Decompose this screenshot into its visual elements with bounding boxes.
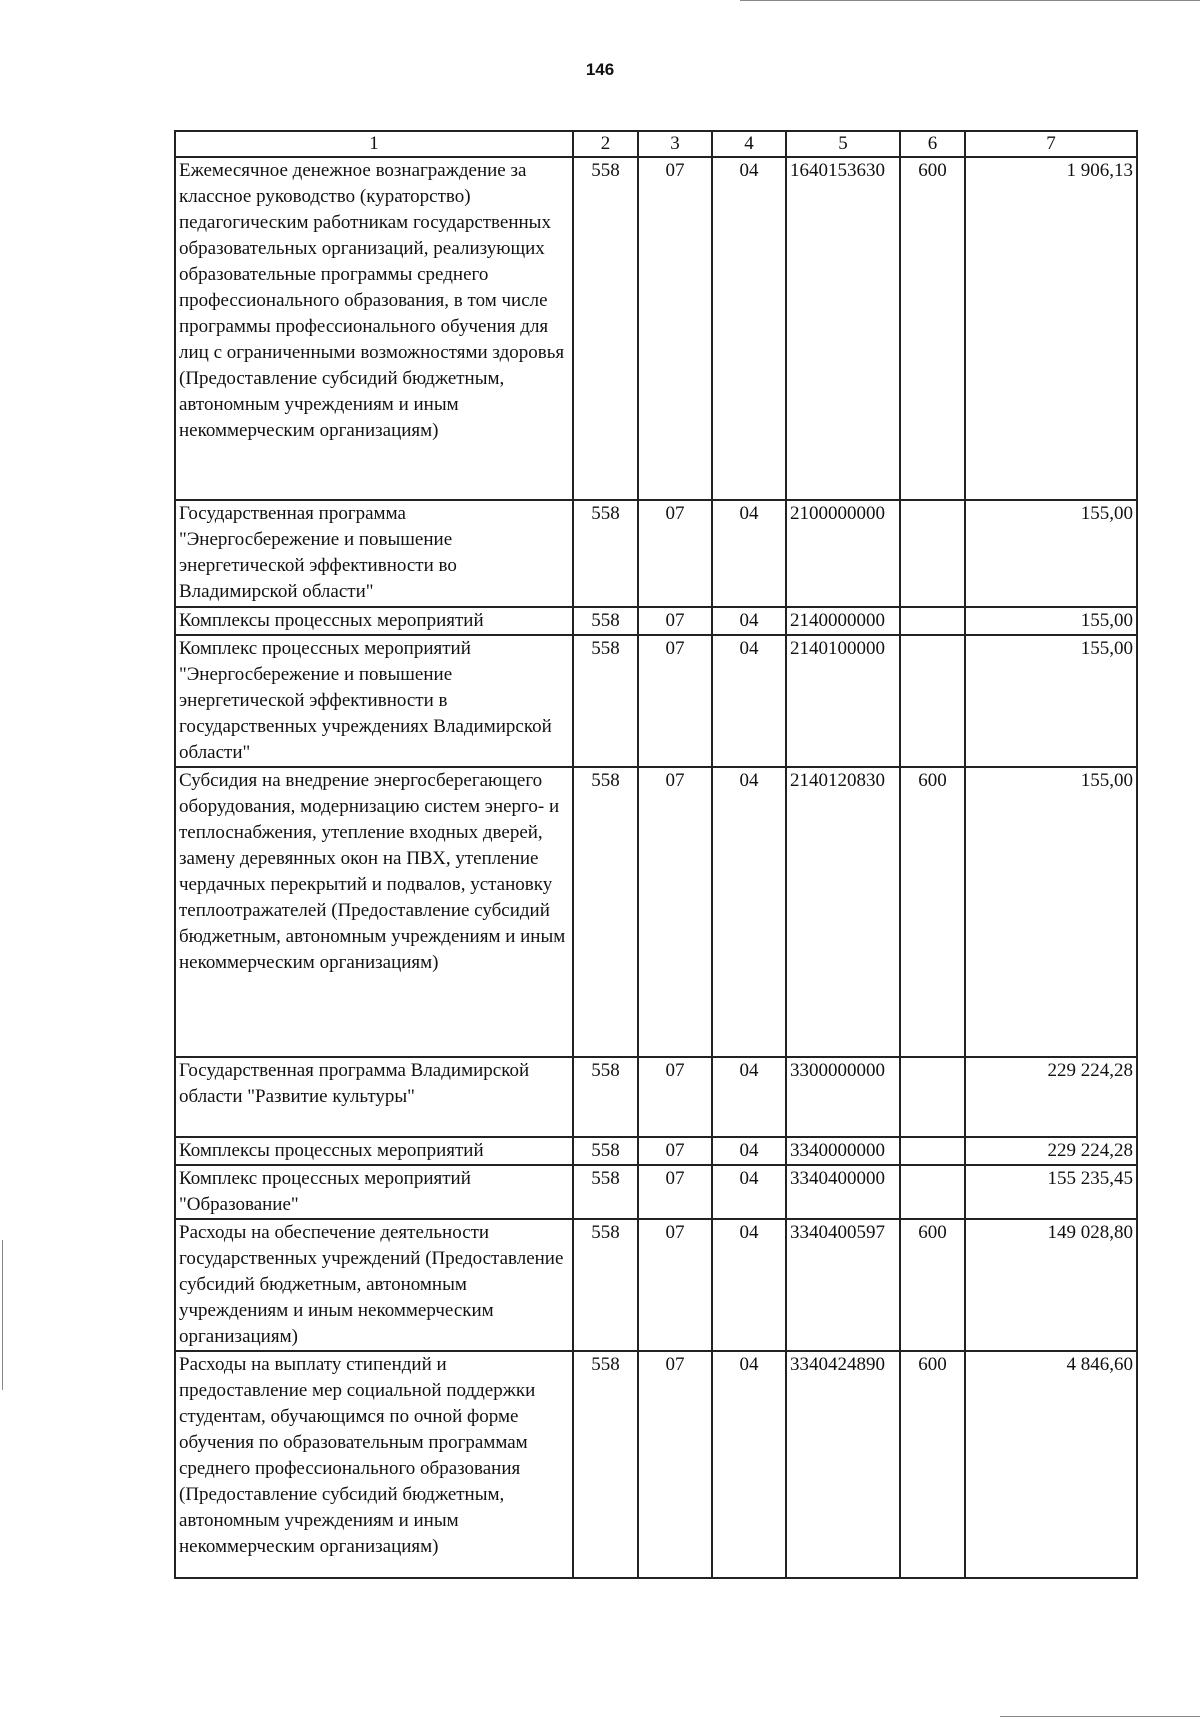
cell-expense-type [900, 607, 965, 635]
cell-section-code: 07 [638, 1351, 712, 1578]
cell-subsection-code: 04 [712, 1219, 786, 1351]
cell-section-code: 07 [638, 157, 712, 500]
cell-name: Субсидия на внедрение энергосберегающего оборудования, модернизацию систем энерго- и теплоснабжения, утепление входных дверей, замену деревянных окон на ПВХ, утепление чердачных перекрытий и подвалов, установку теплоотражателей (Предоставление субсидий бюджетным, автономным учреждениям и иным некоммерческим организациям) [175, 767, 573, 1057]
cell-name: Государственная программа Владимирской области "Развитие культуры" [175, 1057, 573, 1137]
budget-table [174, 130, 1138, 1579]
column-header-5: 5 [786, 131, 900, 157]
cell-amount: 155,00 [965, 767, 1137, 1057]
cell-subsection-code: 04 [712, 607, 786, 635]
cell-subsection-code: 04 [712, 157, 786, 500]
cell-amount: 155,00 [965, 500, 1137, 607]
cell-expense-type: 600 [900, 1219, 965, 1351]
cell-target-article: 3300000000 [786, 1057, 900, 1137]
column-header-7: 7 [965, 131, 1137, 157]
cell-expense-type [900, 1137, 965, 1165]
cell-section-code: 07 [638, 1057, 712, 1137]
cell-department-code: 558 [573, 1351, 638, 1578]
cell-amount: 155 235,45 [965, 1165, 1137, 1219]
cell-department-code: 558 [573, 1219, 638, 1351]
row-energy-program [175, 500, 1137, 607]
scan-edge-left [2, 1240, 3, 1390]
cell-section-code: 07 [638, 1219, 712, 1351]
cell-target-article: 2140000000 [786, 607, 900, 635]
cell-department-code: 558 [573, 1057, 638, 1137]
cell-amount: 155,00 [965, 635, 1137, 767]
row-class-teacher-reward [175, 157, 1137, 500]
cell-subsection-code: 04 [712, 1137, 786, 1165]
cell-department-code: 558 [573, 500, 638, 607]
cell-section-code: 07 [638, 767, 712, 1057]
cell-subsection-code: 04 [712, 1351, 786, 1578]
table-header-row [175, 131, 1137, 157]
row-culture-program [175, 1057, 1137, 1137]
cell-expense-type: 600 [900, 767, 965, 1057]
page-number: 146 [585, 60, 615, 79]
cell-name: Государственная программа "Энергосбережение и повышение энергетической эффективности во Владимирской области" [175, 500, 573, 607]
cell-section-code: 07 [638, 500, 712, 607]
cell-amount: 1 906,13 [965, 157, 1137, 500]
column-header-3: 3 [638, 131, 712, 157]
cell-name: Расходы на обеспечение деятельности государственных учреждений (Предоставление субсидий бюджетным, автономным учреждениям и иным некоммерческим организациям) [175, 1219, 573, 1351]
cell-amount: 149 028,80 [965, 1219, 1137, 1351]
cell-name: Расходы на выплату стипендий и предоставление мер социальной поддержки студентам, обучающимся по очной форме обучения по образовательным программам среднего профессионального образования (Предоставление субсидий бюджетным, автономным учреждениям и иным некоммерческим организациям) [175, 1351, 573, 1578]
cell-subsection-code: 04 [712, 1165, 786, 1219]
cell-amount: 155,00 [965, 607, 1137, 635]
cell-department-code: 558 [573, 607, 638, 635]
cell-department-code: 558 [573, 635, 638, 767]
cell-expense-type [900, 500, 965, 607]
column-header-4: 4 [712, 131, 786, 157]
scan-edge-top [740, 0, 1200, 1]
cell-section-code: 07 [638, 635, 712, 767]
cell-expense-type [900, 1057, 965, 1137]
row-energy-complex [175, 635, 1137, 767]
cell-expense-type: 600 [900, 1351, 965, 1578]
cell-amount: 4 846,60 [965, 1351, 1137, 1578]
scan-edge-bottom [1000, 1716, 1200, 1717]
column-header-2: 2 [573, 131, 638, 157]
column-header-1: 1 [175, 131, 573, 157]
row-institutions-expenses [175, 1219, 1137, 1351]
cell-name: Комплексы процессных мероприятий [175, 607, 573, 635]
cell-subsection-code: 04 [712, 635, 786, 767]
row-energy-subsidy [175, 767, 1137, 1057]
cell-section-code: 07 [638, 1137, 712, 1165]
cell-target-article: 3340424890 [786, 1351, 900, 1578]
cell-name: Ежемесячное денежное вознаграждение за классное руководство (кураторство) педагогическим работникам государственных образовательных организаций, реализующих образовательные программы среднего профессионального образования, в том числе программы профессионального обучения для лиц с ограниченными возможностями здоровья (Предоставление субсидий бюджетным, автономным учреждениям и иным некоммерческим организациям) [175, 157, 573, 500]
cell-expense-type: 600 [900, 157, 965, 500]
cell-amount: 229 224,28 [965, 1137, 1137, 1165]
row-energy-complexes [175, 607, 1137, 635]
row-stipends [175, 1351, 1137, 1578]
cell-subsection-code: 04 [712, 1057, 786, 1137]
cell-target-article: 1640153630 [786, 157, 900, 500]
cell-target-article: 2140100000 [786, 635, 900, 767]
cell-target-article: 2100000000 [786, 500, 900, 607]
cell-department-code: 558 [573, 1137, 638, 1165]
cell-name: Комплексы процессных мероприятий [175, 1137, 573, 1165]
cell-expense-type [900, 635, 965, 767]
cell-target-article: 3340000000 [786, 1137, 900, 1165]
cell-section-code: 07 [638, 607, 712, 635]
cell-name: Комплекс процессных мероприятий "Энергосбережение и повышение энергетической эффективности в государственных учреждениях Владимирской области" [175, 635, 573, 767]
cell-subsection-code: 04 [712, 500, 786, 607]
cell-target-article: 3340400000 [786, 1165, 900, 1219]
cell-expense-type [900, 1165, 965, 1219]
cell-name: Комплекс процессных мероприятий "Образование" [175, 1165, 573, 1219]
row-education-complex [175, 1165, 1137, 1219]
cell-subsection-code: 04 [712, 767, 786, 1057]
column-header-6: 6 [900, 131, 965, 157]
cell-department-code: 558 [573, 1165, 638, 1219]
cell-department-code: 558 [573, 767, 638, 1057]
row-culture-complexes [175, 1137, 1137, 1165]
cell-target-article: 2140120830 [786, 767, 900, 1057]
cell-department-code: 558 [573, 157, 638, 500]
cell-amount: 229 224,28 [965, 1057, 1137, 1137]
cell-target-article: 3340400597 [786, 1219, 900, 1351]
cell-section-code: 07 [638, 1165, 712, 1219]
